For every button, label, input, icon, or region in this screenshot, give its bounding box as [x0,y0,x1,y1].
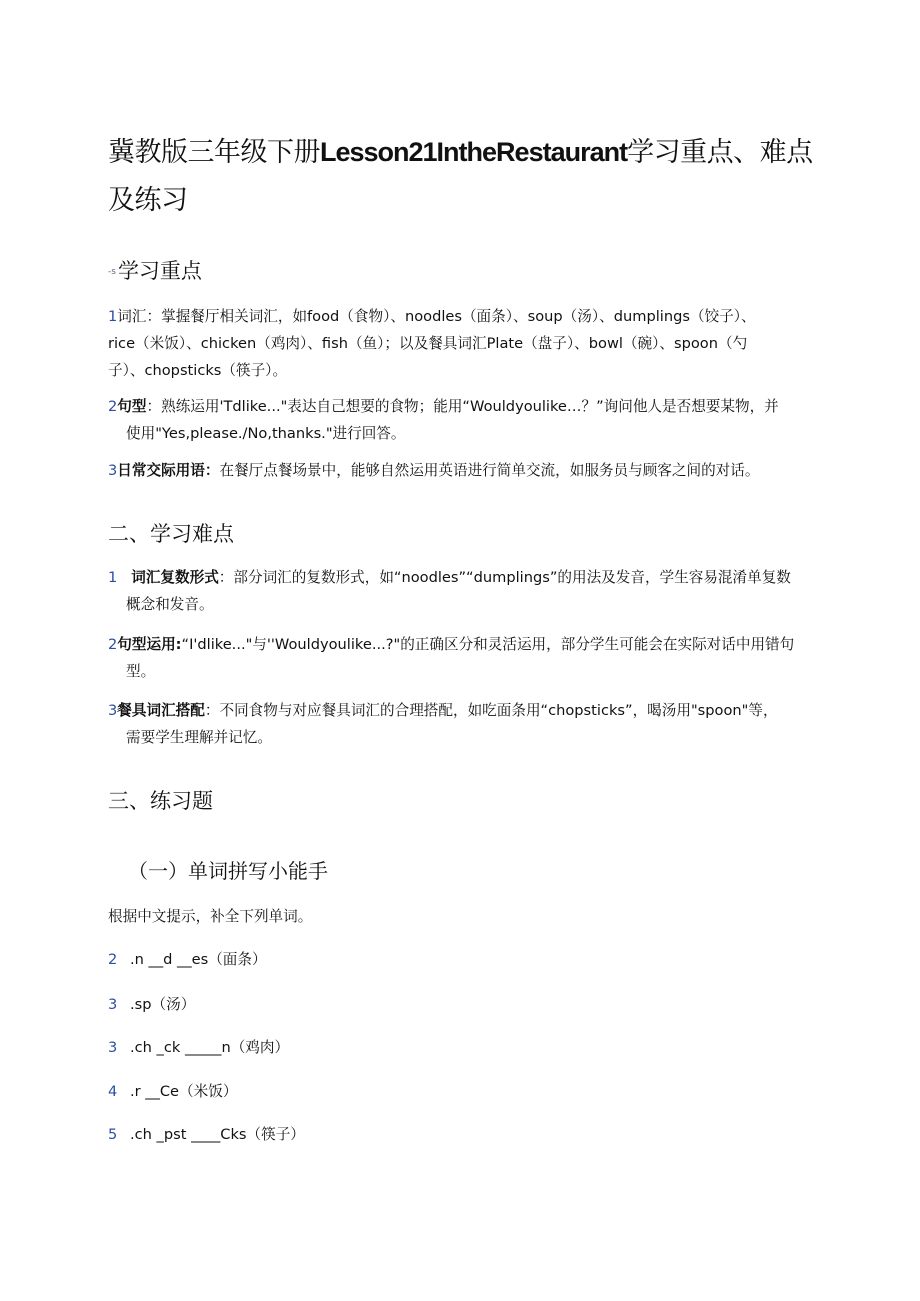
item-text-line: “I'dlike..."与''Wouldyoulike...?"的正确区分和灵活运用，部分学生可能会在实际对话中用错句 [181,636,795,653]
item-text-line: rice（米饭）、chicken（鸡肉）、fish（鱼）；以及餐具词汇Plate（盘子）、bowl（碗）、spoon（勺 [108,335,748,352]
section-1-item-3 [108,457,808,484]
exercise-item [108,949,267,971]
exercise-number: 4 [108,1083,118,1100]
section-2-item-1 [108,564,808,618]
section-3-heading: 三、练习题 [108,789,213,813]
title-part-2: Lesson21IntheRestaurant [320,137,628,167]
item-label: 词汇复数形式 [131,569,219,586]
title-part-1: 冀教版三年级下册 [108,137,320,168]
item-text-line: 在餐厅点餐场景中，能够自然运用英语进行简单交流，如服务员与顾客之间的对话。 [219,462,760,479]
item-number: 1 [108,569,118,586]
item-number: 2 [108,636,118,653]
item-number: 1 [108,308,118,325]
section-1-heading-text: 学习重点 [117,259,202,283]
item-label: 日常交际用语： [117,462,220,479]
section-1-item-1 [108,303,808,384]
exercise-text: .ch _ck _____n（鸡肉） [130,1039,290,1056]
document-title [108,128,828,225]
exercise-text: .sp（汤） [130,996,196,1013]
item-text-line: ：不同食物与对应餐具词汇的合理搭配，如吃面条用“chopsticks”，喝汤用"spoon"等， [204,702,778,719]
exercise-text: .r __Ce（米饭） [130,1083,238,1100]
item-label: 餐具词汇搭配 [117,702,205,719]
item-label: 句型 [117,398,147,415]
exercise-number: 3 [108,1039,118,1056]
item-text-line: 使用"Yes,please./No,thanks."进行回答。 [126,425,406,442]
section-1-item-2 [108,393,808,447]
item-text-line: 概念和发音。 [126,596,214,613]
exercise-text: .n __d __es（面条） [130,951,267,968]
exercise-number: 2 [108,951,118,968]
exercise-item [108,1037,289,1059]
item-text-line: 需要学生理解并记忆。 [126,729,272,746]
item-label: 句型运用: [117,636,182,653]
exercise-item [108,994,195,1016]
item-number: 3 [108,462,118,479]
exercise-number: 5 [108,1126,118,1143]
item-text-line: 子）、chopsticks（筷子）。 [108,362,288,379]
item-text-line: ：部分词汇的复数形式，如“noodles”“dumplings”的用法及发音，学生容易混淆单复数 [218,569,791,586]
item-label: 词汇 [117,308,147,325]
exercise-number: 3 [108,996,118,1013]
item-number: 3 [108,702,118,719]
section-2-item-2 [108,631,808,685]
exercise-sub-heading: （一）单词拼写小能手 [128,859,328,883]
section-1-heading [108,256,202,287]
item-text-line: ：熟练运用'Tdlike..."表达自己想要的食物；能用“Wouldyoulike…？”询问他人是否想要某物，并 [146,398,779,415]
item-text-line: 型。 [126,663,156,680]
title-part-3: 学习重点、难点及练习 [108,137,813,216]
section-2-item-3 [108,697,808,751]
section-1-marker: -s [108,267,116,277]
exercise-instruction: 根据中文提示，补全下列单词。 [108,908,313,925]
exercise-item [108,1124,305,1146]
item-text-line: ：掌握餐厅相关词汇，如food（食物）、noodles（面条）、soup（汤）、dumplings（饺子）、 [146,308,756,325]
item-number: 2 [108,398,118,415]
exercise-text: .ch _pst ____Cks（筷子） [130,1126,305,1143]
section-2-heading: 二、学习难点 [108,522,234,546]
exercise-item [108,1081,237,1103]
